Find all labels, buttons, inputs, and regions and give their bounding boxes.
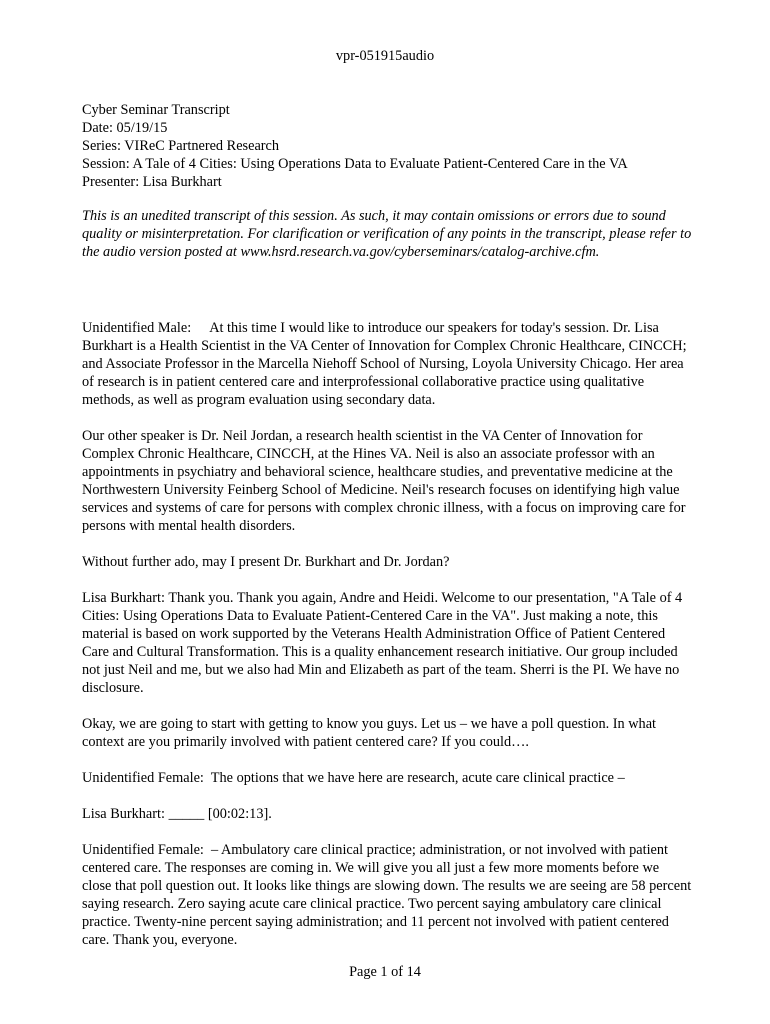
transcript-paragraph xyxy=(82,589,692,697)
transcript-paragraph: Okay, we are going to start with getting to know you guys. Let us – we have a poll question. In what context are you primarily involved with patient centered care? If you could…. xyxy=(82,716,657,750)
transcript-body xyxy=(82,101,692,949)
meta-presenter: Presenter: Lisa Burkhart xyxy=(82,174,222,190)
transcript-paragraph xyxy=(82,841,692,949)
meta-date: Date: 05/19/15 xyxy=(82,120,168,136)
speech-text: At this time I would like to introduce our speakers for today's session. Dr. Lisa Burkhart is a Health Scientist in the VA Center of Innovation for Complex Chronic Healthcare, CINCCH; and Associate Professor in the Marcella Niehoff School of Nursing, Loyola University Chicago. Her area of research is in patient centered care and interprofessional collaborative practice using qualitative methods, as well as program evaluation using secondary data. xyxy=(82,320,687,408)
disclaimer-note: This is an unedited transcript of this session. As such, it may contain omissions or errors due to sound quality or misinterpretation. For clarification or verification of any points in the transcript, please refer to the audio version posted at www.hsrd.research.va.gov/cyberseminars/catalog-archive.cfm. xyxy=(82,208,692,260)
speaker-label: Unidentified Male: xyxy=(82,320,192,336)
speech-text: The options that we have here are research, acute care clinical practice – xyxy=(210,770,625,786)
transcript-paragraph xyxy=(82,805,692,823)
speaker-label: Lisa Burkhart: xyxy=(82,590,165,606)
transcript-paragraph: Without further ado, may I present Dr. Burkhart and Dr. Jordan? xyxy=(82,554,450,570)
meta-type: Cyber Seminar Transcript xyxy=(82,102,230,118)
speech-text: _____ [00:02:13]. xyxy=(168,806,272,822)
page-number: Page 1 of 14 xyxy=(349,964,421,980)
transcript-paragraph: Our other speaker is Dr. Neil Jordan, a research health scientist in the VA Center of Innovation for Complex Chronic Healthcare, CINCCH, at the Hines VA. Neil is also an associate professor with an appointments in psychiatry and behavioral science, healthcare studies, and preventative medicine at the Northwestern University Feinberg School of Medicine. Neil's research focuses on identifying high value services and systems of care for persons with complex chronic illness, with a focus on improving care for persons with mental health disorders. xyxy=(82,428,686,534)
running-header: vpr-051915audio xyxy=(335,48,435,64)
transcript-meta xyxy=(82,101,692,191)
transcript-paragraph xyxy=(82,769,692,787)
speech-text: Thank you. Thank you again, Andre and Heidi. Welcome to our presentation, "A Tale of 4 Cities: Using Operations Data to Evaluate Patient-Centered Care in the VA". Just making a note, this material is based on work supported by the Veterans Health Administration Office of Patient Centered Care and Cultural Transformation. This is a quality enhancement research initiative. Our group included not just Neil and me, but we also had Min and Elizabeth as part of the team. Sherri is the PI. We have no disclosure. xyxy=(82,590,683,696)
speaker-label: Unidentified Female: xyxy=(82,770,204,786)
meta-series: Series: VIReC Partnered Research xyxy=(82,138,280,154)
meta-session: Session: A Tale of 4 Cities: Using Operations Data to Evaluate Patient-Centered Care in the VA xyxy=(82,156,628,172)
speaker-label: Lisa Burkhart: xyxy=(82,806,165,822)
transcript-paragraph xyxy=(82,319,692,409)
speech-text: – Ambulatory care clinical practice; administration, or not involved with patient centered care. The responses are coming in. We will give you all just a few more moments before we close that poll question out. It looks like things are slowing down. The results we are seeing are 58 percent saying research. Zero saying acute care clinical practice. Two percent saying ambulatory care clinical practice. Twenty-nine percent saying administration; and 11 percent not involved with patient centered care. Thank you, everyone. xyxy=(82,842,692,948)
speaker-label: Unidentified Female: xyxy=(82,842,204,858)
